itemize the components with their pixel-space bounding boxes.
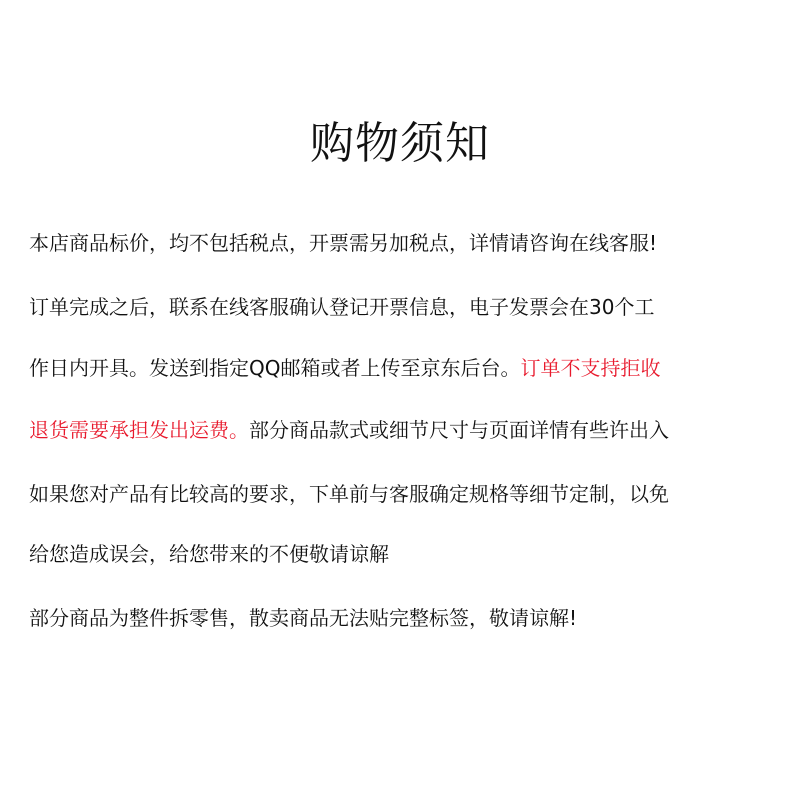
notice-line-6-text: 给您造成误会，给您带来的不便敬请谅解 xyxy=(29,542,389,566)
notice-line-1 xyxy=(29,228,789,258)
notice-line-3-text: 作日内开具。发送到指定QQ邮箱或者上传至京东后台。 xyxy=(29,356,521,380)
notice-line-3-highlight: 订单不支持拒收 xyxy=(520,356,661,380)
notice-line-4 xyxy=(29,415,789,445)
notice-line-4-text: 部分商品款式或细节尺寸与页面详情有些许出入 xyxy=(249,418,669,442)
notice-line-6 xyxy=(29,539,789,569)
notice-line-7-text: 部分商品为整件拆零售，散卖商品无法贴完整标签，敬请谅解! xyxy=(29,606,578,630)
notice-line-1-text: 本店商品标价，均不包括税点，开票需另加税点，详情请咨询在线客服! xyxy=(29,231,658,255)
notice-line-5-text: 如果您对产品有比较高的要求，下单前与客服确定规格等细节定制，以免 xyxy=(29,482,669,506)
notice-title: 购物须知 xyxy=(310,118,490,169)
notice-line-2-text: 订单完成之后，联系在线客服确认登记开票信息，电子发票会在30个工 xyxy=(29,295,655,319)
notice-line-4-highlight: 退货需要承担发出运费。 xyxy=(29,418,249,442)
notice-line-5 xyxy=(29,479,789,509)
notice-line-7 xyxy=(29,603,789,633)
notice-line-2 xyxy=(29,292,789,322)
notice-line-3 xyxy=(29,353,789,383)
